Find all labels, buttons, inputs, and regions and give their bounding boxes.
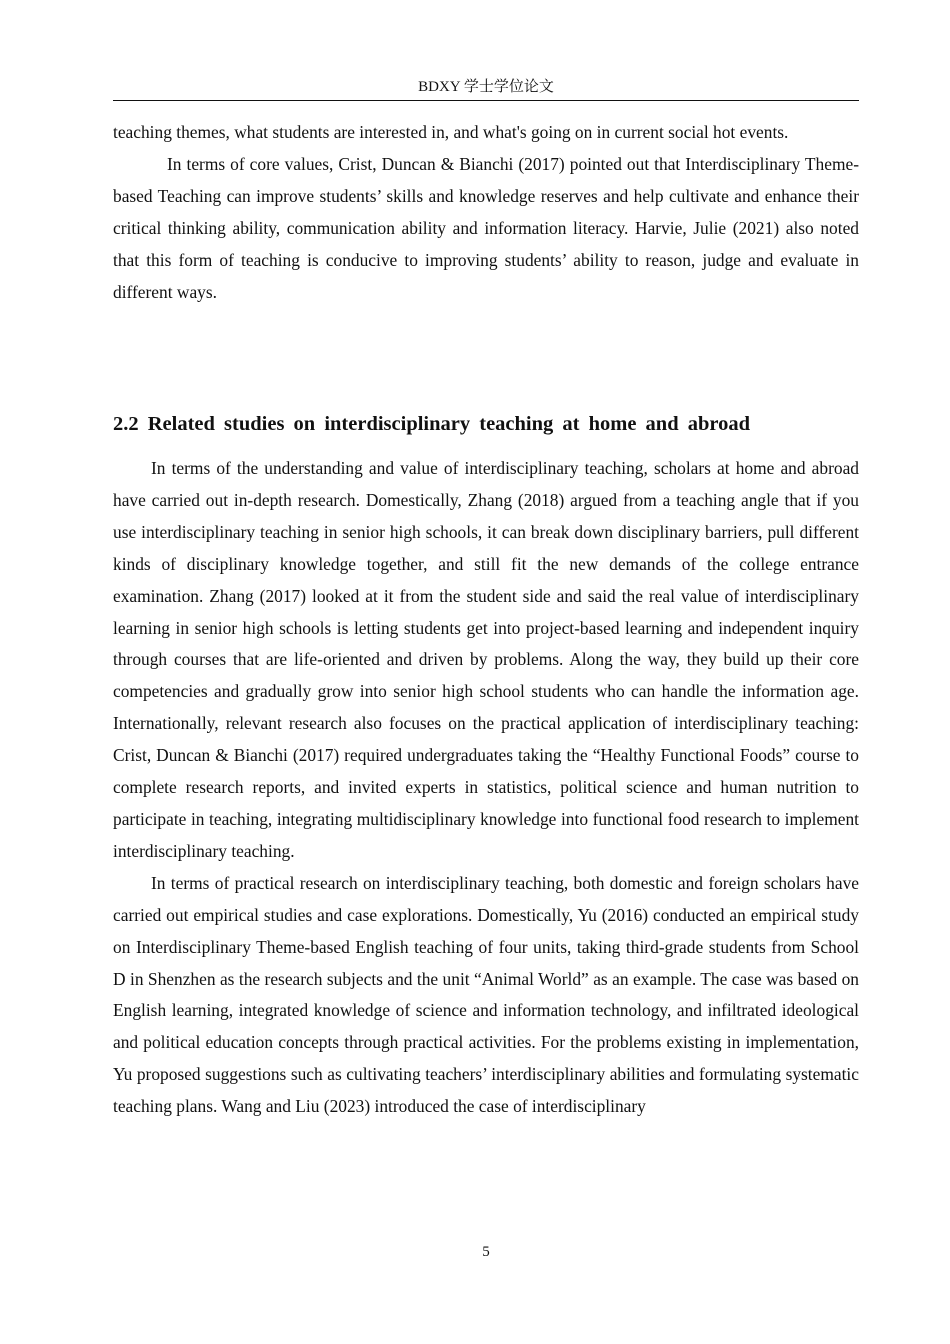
page-number: 5 [482, 1244, 490, 1260]
page-body [113, 117, 859, 1117]
paragraph-continuation: teaching themes, what students are interested in, and what's going on in current social hot events. [113, 122, 789, 142]
section-heading: 2.2 Related studies on interdisciplinary teaching at home and abroad [113, 413, 750, 435]
running-header: BDXY 学士学位论文 [418, 79, 554, 95]
header-rule [113, 100, 859, 101]
paragraph-core-values: In terms of core values, Crist, Duncan & Bianchi (2017) pointed out that Interdisciplinary Theme-based Teaching can improve students’ skills and knowledge reserves and help cultivate and enhance their critical thinking ability, communication ability and information literacy. Harvie, Julie (2021) also noted that this form of teaching is conducive to improving students’ ability to reason, judge and evaluate in different ways. [113, 153, 859, 302]
paragraph-practical-research: In terms of practical research on interdisciplinary teaching, both domestic and foreign scholars have carried out empirical studies and case explorations. Domestically, Yu (2016) conducted an empirical study on Interdisciplinary Theme-based English teaching of four units, taking third-grade students from School D in Shenzhen as the research subjects and the unit “Animal World” as an example. The case was based on English learning, integrated knowledge of science and information technology, and infiltrated ideological and political education concepts through practical activities. For the problems existing in implementation, Yu proposed suggestions such as cultivating teachers’ interdisciplinary abilities and formulating systematic teaching plans. Wang and Liu (2023) introduced the case of interdisciplinary [113, 872, 859, 1117]
paragraph-understanding-value: In terms of the understanding and value of interdisciplinary teaching, scholars at home and abroad have carried out in-depth research. Domestically, Zhang (2018) argued from a teaching angle that if you use interdisciplinary teaching in senior high schools, it can break down disciplinary barriers, pull different kinds of disciplinary knowledge together, and still fit the new demands of the college entrance examination. Zhang (2017) looked at it from the student side and said the real value of interdisciplinary learning in senior high schools is letting students get into project-based learning and independent inquiry through courses that are life-oriented and driven by problems. Along the way, they build up their core competencies and gradually grow into senior high school students who can handle the information age. Internationally, relevant research also focuses on the practical application of interdisciplinary teaching: Crist, Duncan & Bianchi (2017) required undergraduates taking the “Healthy Functional Foods” course to complete research reports, and invited experts in statistics, political science and human nutrition to participate in teaching, integrating multidisciplinary knowledge into functional food research to implement interdisciplinary teaching. [113, 458, 859, 861]
section-body [113, 453, 859, 1123]
